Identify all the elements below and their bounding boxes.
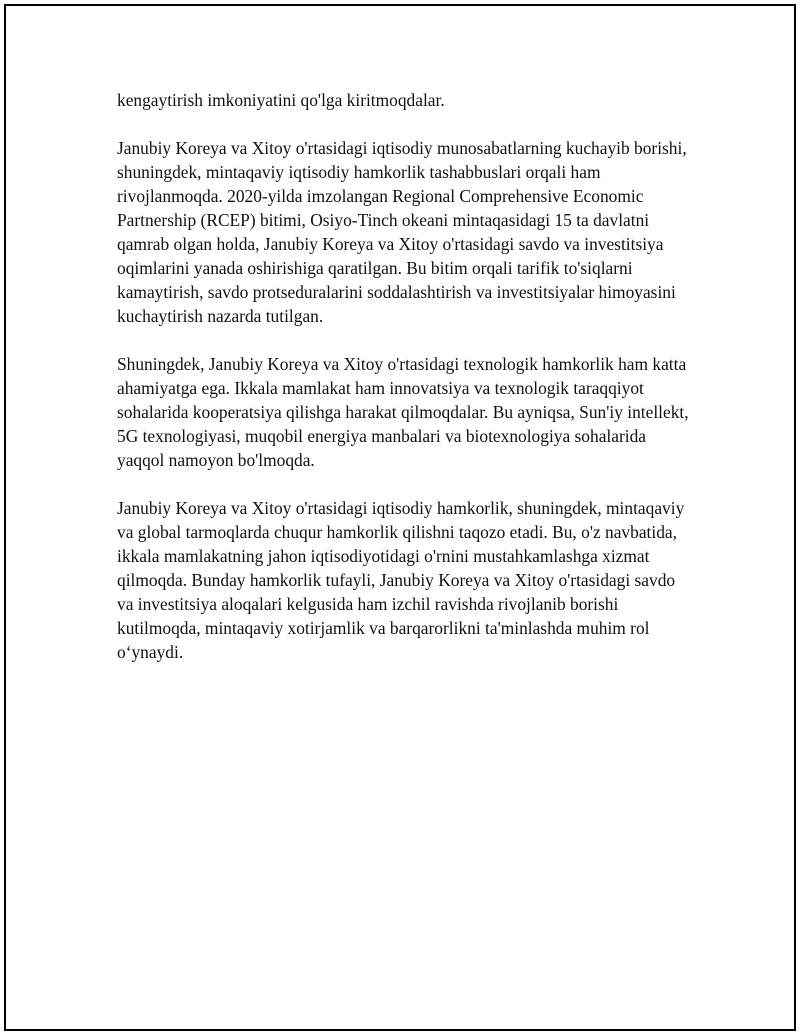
- document-body: [117, 88, 692, 688]
- paragraph-1: kengaytirish imkoniyatini qo'lga kiritmoqdalar.: [117, 90, 445, 110]
- paragraph-4: Janubiy Koreya va Xitoy o'rtasidagi iqtisodiy hamkorlik, shuningdek, mintaqaviy va global tarmoqlarda chuqur hamkorlik qilishni taqozo etadi. Bu, o'z navbatida, ikkala mamlakatning jahon iqtisodiyotidagi o'rnini mustahkamlashga xizmat qilmoqda. Bunday hamkorlik tufayli, Janubiy Koreya va Xitoy o'rtasidagi savdo va investitsiya aloqalari kelgusida ham izchil ravishda rivojlanib borishi kutilmoqda, mintaqaviy xotirjamlik va barqarorlikni ta'minlashda muhim rol o‘ynaydi.: [117, 498, 685, 662]
- paragraph-3: Shuningdek, Janubiy Koreya va Xitoy o'rtasidagi texnologik hamkorlik ham katta ahamiyatga ega. Ikkala mamlakat ham innovatsiya va texnologik taraqqiyot sohalarida kooperatsiya qilishga harakat qilmoqdalar. Bu ayniqsa, Sun'iy intellekt, 5G texnologiyasi, muqobil energiya manbalari va biotexnologiya sohalarida yaqqol namoyon bo'lmoqda.: [117, 354, 689, 470]
- paragraph-2: Janubiy Koreya va Xitoy o'rtasidagi iqtisodiy munosabatlarning kuchayib borishi, shuningdek, mintaqaviy iqtisodiy hamkorlik tashabbuslari orqali ham rivojlanmoqda. 2020-yilda imzolangan Regional Comprehensive Economic Partnership (RCEP) bitimi, Osiyo-Tinch okeani mintaqasidagi 15 ta davlatni qamrab olgan holda, Janubiy Koreya va Xitoy o'rtasidagi savdo va investitsiya oqimlarini yanada oshirishiga qaratilgan. Bu bitim orqali tarifik to'siqlarni kamaytirish, savdo protseduralarini soddalashtirish va investitsiyalar himoyasini kuchaytirish nazarda tutilgan.: [117, 138, 687, 326]
